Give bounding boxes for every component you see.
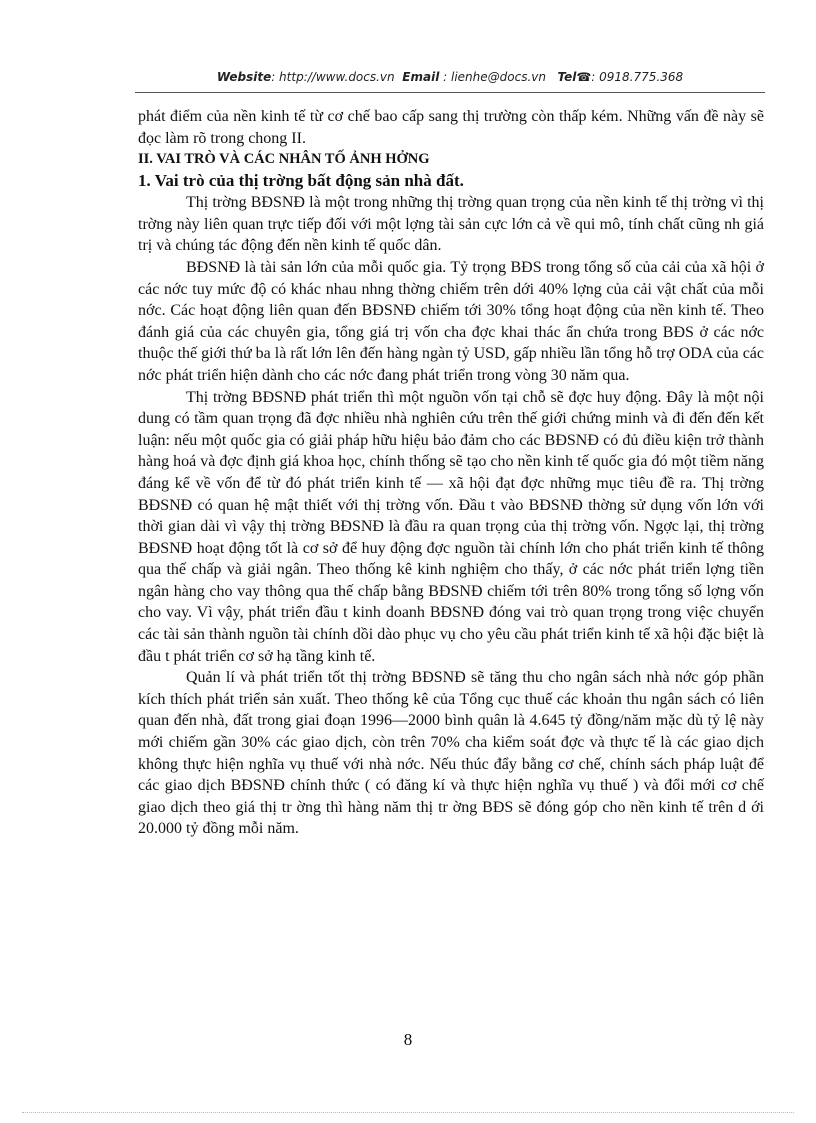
tel-label: Tel (557, 70, 577, 84)
email-value: : lienhe@docs.vn (439, 70, 546, 84)
subsection-heading: 1. Vai trò của thị trờng bất động sản nhà đất. (138, 171, 464, 191)
website-label: Website (216, 70, 272, 84)
paragraph-continuation: phát điểm của nền kinh tế từ cơ chế bao cấp sang thị trường còn thấp kém. Những vấn đề này sẽ đọc làm rõ trong chong II. (138, 108, 764, 147)
paragraph-1: Thị trờng BĐSNĐ là một trong những thị trờng quan trọng của nền kinh tế thị trờng vì thị trờng này liên quan trực tiếp đối với một lợng tài sản cực lớn cả về qui mô, tính chất cũng nh giá trị và chúng tác động đến nền kinh tế quốc dân. (138, 194, 764, 255)
page-number: 8 (403, 1030, 413, 1049)
page-header (135, 70, 765, 84)
section-heading: II. VAI TRÒ VÀ CÁC NHÂN TỐ ẢNH HỞNG (138, 151, 430, 168)
email-label: Email (402, 70, 440, 84)
paragraph-2: BĐSNĐ là tài sản lớn của mỗi quốc gia. Tỷ trọng BĐS trong tổng số của cải của xã hội ở các nớc tuy mức độ có khác nhau nhng thờng chiếm trên dới 40% lợng của cải vật chất của mỗi nớc. Các hoạt động liên quan đến BĐSNĐ chiếm tới 30% tổng hoạt động của nền kinh tế. Theo đánh giá của các chuyên gia, tổng giá trị vốn cha đợc khai thác ẩn chứa trong BĐS ở các nớc thuộc thế giới thứ ba là rất lớn lên đến hàng ngàn tỷ USD, gấp nhiều lần tổng hỗ trợ ODA của các nớc phát triển hiện dành cho các nớc đang phát triển trong vòng 30 năm qua. (138, 258, 764, 384)
website-value: : http://www.docs.vn (271, 70, 395, 84)
paragraph-3: Thị trờng BĐSNĐ phát triển thì một nguồn vốn tại chỗ sẽ đợc huy động. Đây là một nội dung có tầm quan trọng đã đợc nhiều nhà nghiên cứu trên thế giới chứng minh và đi đến đến kết luận: nếu một quốc gia có giải pháp hữu hiệu bảo đảm cho các BĐSNĐ có đủ điều kiện trở thành hàng hoá và đợc định giá khoa học, chính thống sẽ tạo cho nền kinh tế quốc gia đó một tiềm năng đáng kể về vốn để từ đó phát triển kinh tế — xã hội đạt đợc những mục tiêu đề ra. Thị trờng BĐSNĐ có quan hệ mật thiết với thị trờng vốn. Đầu t vào BĐSNĐ thờng sử dụng vốn lớn với thời gian dài vì vậy thị trờng BĐSNĐ là đầu ra quan trọng của thị trờng vốn. Ngợc lại, thị trờng BĐSNĐ hoạt động tốt là cơ sở để huy động đợc nguồn tài chính lớn cho phát triển kinh tế thông qua thế chấp và giải ngân. Theo thống kê kinh nghiệm cho thấy, ở các nớc phát triển lợng tiền ngân hàng cho vay thông qua thế chấp bằng BĐSNĐ chiếm tới trên 80% trong tổng số lợng vốn cho vay. Vì vậy, phát triển đầu t kinh doanh BĐSNĐ đóng vai trò quan trọng trong việc chuyển các tài sản thành nguồn tài chính dồi dào phục vụ cho yêu cầu phát triển kinh tế xã hội đặc biệt là đầu t phát triển cơ sở hạ tầng kinh tế. (138, 388, 764, 665)
paragraph-4: Quản lí và phát triển tốt thị trờng BĐSNĐ sẽ tăng thu cho ngân sách nhà nớc góp phần kích thích phát triển sản xuất. Theo thống kê của Tổng cục thuế các khoản thu ngân sách có liên quan đến nhà, đất trong giai đoạn 1996—2000 bình quân là 4.645 tỷ đồng/năm mặc dù tỷ lệ này mới chiếm gần 30% các giao dịch, còn trên 70% cha kiểm soát đợc và thực tế là các giao dịch không thực hiện nghĩa vụ thuế với nhà nớc. Nếu thúc đẩy bằng cơ chế, chính sách pháp luật để các giao dịch BĐSNĐ chính thức ( có đăng kí và thực hiện nghĩa vụ thuế ) và đổi mới cơ chế giao dịch theo giá thị tr ờng thì hàng năm thị tr ờng BĐS sẽ đóng góp cho nền kinh tế trên d ới 20.000 tỷ đồng mỗi năm. (138, 669, 764, 838)
tel-value: ☎: 0918.775.368 (576, 70, 684, 84)
footer-divider (22, 1112, 794, 1113)
header-divider (135, 92, 765, 93)
page-body (138, 106, 764, 840)
